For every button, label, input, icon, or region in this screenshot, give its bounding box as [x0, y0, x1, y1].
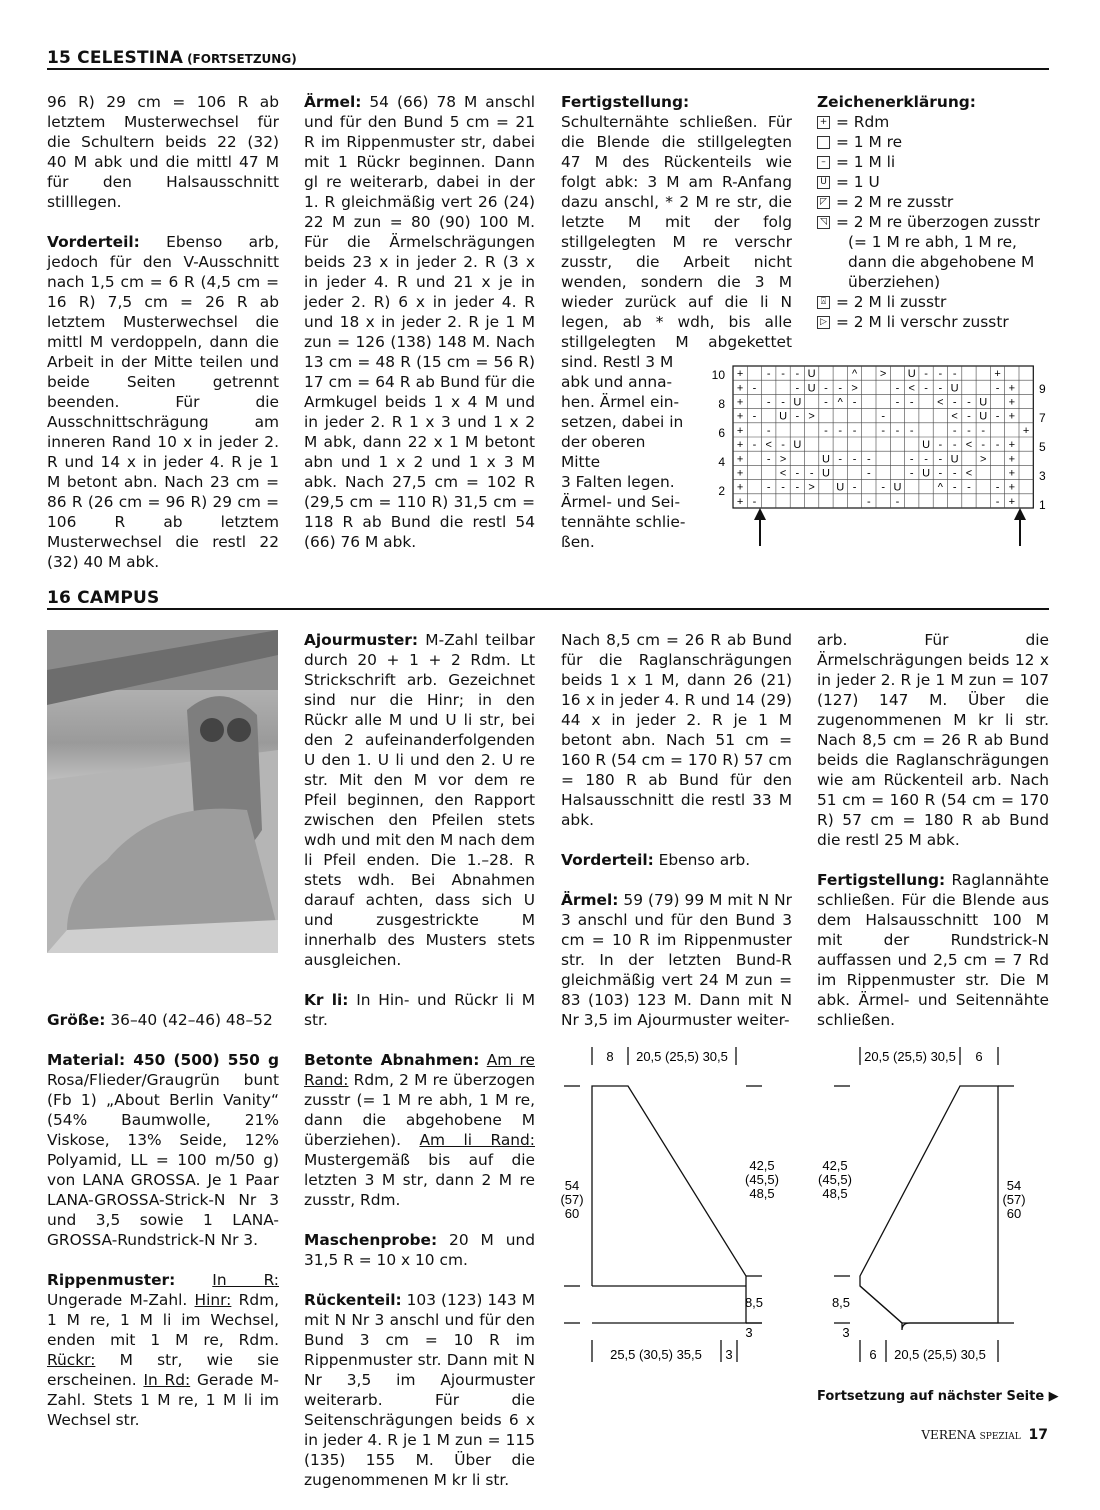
chart-stitch-symbol: -: [952, 396, 957, 409]
s15-narrow-line: ßen.: [561, 533, 595, 551]
dim-top-b: 20,5 (25,5) 30,5: [636, 1049, 728, 1064]
chart-stitch-symbol: U: [979, 396, 988, 409]
dim-side-right: (45,5): [745, 1172, 779, 1187]
chart-stitch-symbol: -: [895, 382, 900, 395]
chart-stitch-symbol: -: [752, 495, 757, 508]
chart-stitch-symbol: -: [852, 396, 857, 409]
legend-item-p2tog-tbl: [817, 312, 1057, 332]
legend-item-u: [817, 172, 1057, 192]
chart-stitch-symbol: +: [736, 424, 744, 437]
s16-krli-label: Kr li:: [304, 991, 349, 1009]
s15-fertig: [561, 92, 792, 372]
chart-stitch-symbol: U: [807, 382, 816, 395]
s16-rueck-text: 103 (123) 143 M mit N Nr 3 anschl und für den Bund 3 cm = 10 R im Rippenmuster str. Dann mit N Nr 3,5 im Ajourmuster weiterarb. Für die Seitenschrägungen beids 6 x in jeder 4. R je 1 M zun = 115 (135) 155 M. Über die zugenommenen M kr li str.: [304, 1291, 535, 1489]
s16-material-label: Material: 450 (500) 550 g: [47, 1051, 279, 1069]
chart-stitch-symbol: >: [808, 410, 815, 423]
s16-aermel-label: Ärmel:: [561, 891, 619, 909]
chart-stitch-symbol: -: [852, 424, 857, 437]
chart-stitch-symbol: <: [951, 410, 958, 423]
dim-side-left: 54: [564, 1178, 580, 1193]
s16-rippen-t1: Ungerade M-Zahl.: [47, 1291, 195, 1309]
s16-c3-p1: Nach 8,5 cm = 26 R ab Bund für die Raglanschrägungen beids 1 x 1 M, dann 26 (21) 16 x in jeder 4. R und 14 (29) 44 x in jeder 2. R je 1 M betont abn. Nach 51 cm = 160 R (54 cm = 170 R) 57 cm = 180 R ab Bund für den Halsausschnitt die restl 33 M abk.: [561, 631, 792, 829]
s15-narrow-line: 3 Falten legen.: [561, 473, 675, 491]
s16-rueck-label: Rückenteil:: [304, 1291, 402, 1309]
legend-title: Zeichenerklärung:: [817, 93, 976, 111]
chart-stitch-symbol: -: [909, 453, 914, 466]
chart-stitch-symbol: -: [952, 439, 957, 452]
s16-groesse-text: 36–40 (42–46) 48–52: [105, 1011, 273, 1029]
legend-item-p2tog: [817, 292, 1057, 312]
chart-stitch-symbol: -: [795, 481, 800, 494]
chart-stitch-symbol: -: [852, 481, 857, 494]
s15-narrow-line: hen. Ärmel ein-: [561, 393, 680, 411]
dim-top-b: 6: [975, 1049, 983, 1064]
chart-stitch-symbol: -: [852, 453, 857, 466]
s15-vorderteil: [47, 232, 279, 572]
chart-stitch-symbol: -: [895, 495, 900, 508]
k2tog-icon: ◸: [817, 196, 830, 209]
s16-rueck: [304, 1290, 535, 1490]
s16-betont-amli: Am li Rand:: [419, 1131, 535, 1149]
chart-stitch-symbol: <: [779, 467, 787, 480]
dim-low: 8,5: [831, 1295, 851, 1310]
page-footer: [921, 1427, 1048, 1443]
chart-stitch-symbol: -: [995, 410, 1000, 423]
chart-stitch-symbol: -: [909, 467, 914, 480]
schematic-body: [556, 1040, 796, 1375]
legend-text: = Rdm: [836, 113, 890, 131]
section-15-subtitle: (FORTSETZUNG): [187, 52, 297, 66]
dim-bottom-b: 20,5 (25,5) 30,5: [894, 1347, 986, 1362]
chart-stitch-symbol: +: [736, 495, 744, 508]
legend-item-k2tog: [817, 192, 1057, 212]
dim-side-right: 42,5: [749, 1158, 775, 1173]
s16-vorder-label: Vorderteil:: [561, 851, 654, 869]
row-label: 9: [1039, 382, 1046, 396]
chart-stitch-symbol: -: [781, 481, 785, 494]
legend-text: = 1 M re: [836, 133, 903, 151]
chart-stitch-symbol: -: [967, 424, 971, 437]
chart-stitch-symbol: -: [938, 368, 943, 381]
chart-stitch-symbol: -: [881, 481, 885, 494]
chart-stitch-symbol: -: [766, 396, 771, 409]
dim-bottom-b: 3: [725, 1347, 733, 1362]
s16-rippen-rueckr: Rückr:: [47, 1351, 96, 1369]
s15-aermel: [304, 92, 535, 552]
chart-stitch-symbol: ^: [937, 481, 943, 494]
chart-stitch-symbol: -: [766, 481, 771, 494]
chart-stitch-symbol: +: [736, 368, 744, 381]
chart-stitch-symbol: <: [765, 439, 772, 452]
row-label: 3: [1039, 469, 1046, 483]
chart-stitch-symbol: -: [938, 439, 943, 452]
chart-stitch-symbol: -: [766, 368, 771, 381]
s16-ajour: [304, 630, 535, 970]
chart-stitch-symbol: +: [1008, 467, 1016, 480]
chart-stitch-symbol: >: [879, 368, 887, 381]
chart-right-labels: [1039, 382, 1046, 512]
dim-side-left: 42,5: [822, 1158, 848, 1173]
dim-bottom-a: 25,5 (30,5) 35,5: [610, 1347, 702, 1362]
s16-c4-p1: arb. Für die Ärmelschrägungen beids 12 x in jeder 2. R je 1 M zun = 107 (127) 147 M. Über die zugenommenen M kr li str. Nach 8,5 cm = 26 R ab Bund beids die Raglanschrägungen wie am Rückenteil arb. Nach 51 cm = 160 R (54 cm = 170 R) 57 cm = 180 R ab Bund die restl 25 M abk.: [817, 631, 1049, 849]
s16-krli: [304, 990, 535, 1030]
section-15-title: 15 CELESTINA: [47, 48, 184, 68]
s16-rippen-hinr: Hinr:: [194, 1291, 232, 1309]
s16-krli-text: In Hin- und Rückr li M str.: [304, 991, 535, 1029]
chart-stitch-symbol: >: [779, 453, 787, 466]
chart-stitch-symbol: +: [1008, 410, 1016, 423]
chart-grid: [733, 366, 1033, 508]
chart-stitch-symbol: -: [995, 481, 1000, 494]
chart-stitch-symbol: U: [793, 396, 802, 409]
s16-groesse-label: Größe:: [47, 1011, 106, 1029]
s16-ajour-text: M-Zahl teilbar durch 20 + 1 + 2 Rdm. Lt Strickschrift arb. Gezeichnet sind nur die Hinr; in den Rückr alle M und U li str, bei den 2 aufeinanderfolgenden U den 1. U li und den 2. U re str. Mit den M vor dem re Pfeil beginnen, den Rapport zwischen den Pfeilen stets wdh und mit den M nach dem li Pfeil enden. Die 1.–28. R stets wdh. Bei Abnahmen darauf achten, dass sich U und zusgestrickte M innerhalb des Musters stets ausgleichen.: [304, 631, 535, 969]
chart-stitch-symbol: U: [793, 439, 802, 452]
sleeve-outline: [860, 1086, 998, 1330]
chart-stitch-symbol: <: [965, 439, 973, 452]
chart-stitch-symbol: U: [779, 410, 788, 423]
legend-text: = 2 M re überzogen zusstr: [836, 213, 1040, 231]
chart-stitch-symbol: +: [736, 467, 744, 480]
s15-legend: [817, 92, 1057, 332]
s15-column-2: [304, 92, 535, 572]
chart-stitch-symbol: -: [752, 410, 757, 423]
s15-vorderteil-text: Ebenso arb, jedoch für den V-Ausschnitt nach 1,5 cm = 6 R (4,5 cm = 16 R) 7,5 cm = 26 R ab letztem Musterwechsel die mittl M verdoppeln, dann die Arbeit in der Mitte teilen und beide Seiten getrennt beenden. Für die Ausschnittschrägung am inneren Rand 10 x in jeder 2. R und 14 x in jeder 4. R je 1 M betont abn. Nach 23 cm = 86 R (26 cm = 96 R) 29 cm = 106 R ab letztem Musterwechsel die restl 22 (32) 40 M abk.: [47, 233, 279, 571]
edge-stitch-icon: +: [817, 116, 830, 129]
chart-stitch-symbol: -: [967, 481, 971, 494]
chart-stitch-symbol: -: [867, 495, 871, 508]
s16-fertig: [817, 870, 1049, 1030]
chart-stitch-symbol: +: [736, 453, 744, 466]
row-label: 4: [718, 455, 725, 469]
repeat-arrow-left-icon: [754, 508, 766, 546]
s16-rippen-inr: In R:: [212, 1271, 279, 1289]
chart-stitch-symbol: -: [981, 439, 986, 452]
chart-stitch-symbol: -: [981, 424, 986, 437]
row-label: 2: [718, 484, 725, 498]
s16-maschen-text: 20 M und 31,5 R = 10 x 10 cm.: [304, 1231, 535, 1269]
dim-top-a: 20,5 (25,5) 30,5: [864, 1049, 956, 1064]
chart-stitch-symbol: U: [821, 453, 830, 466]
legend-text: = 1 M li: [836, 153, 896, 171]
legend-text: = 2 M li verschr zusstr: [836, 313, 1009, 331]
chart-stitch-symbol: -: [824, 382, 828, 395]
chart-stitch-symbol: +: [1008, 396, 1016, 409]
row-label: 10: [711, 368, 725, 382]
chart-stitch-symbol: U: [950, 382, 959, 395]
chart-stitch-symbol: -: [995, 495, 1000, 508]
dim-side-left: 60: [564, 1206, 580, 1221]
dim-side-right: 54: [1006, 1178, 1022, 1193]
chart-stitch-symbol: -: [952, 467, 957, 480]
row-label: 7: [1039, 411, 1046, 425]
chart-stitch-symbol: U: [821, 467, 830, 480]
dim-bund: 3: [745, 1325, 753, 1340]
s16-betont: [304, 1050, 535, 1210]
purl-stitch-icon: –: [817, 156, 830, 169]
chart-stitch-symbol: -: [809, 467, 814, 480]
legend-text: = 2 M re zusstr: [836, 193, 954, 211]
chart-stitch-symbol: -: [909, 396, 914, 409]
chart-stitch-symbol: -: [895, 424, 900, 437]
s15-fertig-label: Fertigstellung:: [561, 93, 690, 111]
legend-indent-line: dann die abgehobene M: [848, 253, 1035, 271]
s16-betont-amre: Am re Rand:: [304, 1051, 535, 1089]
s15-vorderteil-label: Vorderteil:: [47, 233, 140, 251]
schematic-sleeve: [810, 1040, 1050, 1375]
chart-stitch-symbol: -: [781, 368, 785, 381]
body-outline: [592, 1086, 746, 1323]
section-16-header: [47, 588, 1049, 610]
chart-stitch-symbol: +: [736, 481, 744, 494]
knitting-chart: [705, 362, 1065, 552]
p2tog-tbl-icon: ▷: [817, 316, 830, 329]
s16-material-text: Rosa/Flieder/Graugrün bunt (Fb 1) „About Berlin Vanity“ (54% Baumwolle, 21% Viskose, 13% Seide, 12% Polyamid, LL = 100 m/50 g) von LANA GROSSA. Je 1 Paar LANA-GROSSA-Strick-N Nr 3 und 3,5 sowie 1 LANA-GROSSA-Rundstrick-N Nr 3.: [47, 1071, 279, 1249]
brand-sub: SPEZIAL: [979, 1432, 1021, 1442]
s16-rippen-label: Rippenmuster:: [47, 1271, 176, 1289]
chart-stitch-symbol: +: [1008, 481, 1016, 494]
chart-stitch-symbol: -: [909, 424, 914, 437]
s16-column-1: [47, 1010, 279, 1450]
chart-stitch-symbol: -: [881, 410, 885, 423]
chart-stitch-symbol: -: [752, 382, 757, 395]
s15-fertig-text: Schulternähte schließen. Für die Blende die stillgelegten 47 M des Rückenteils wie folgt abk: 3 M am R-Anfang dazu anschl, * 2 M re str, die letzte M mit der folg stillgelegten M re verschr zusstr, die Arbeit nicht wenden, sondern die 3 M wieder zurück auf die li N legen, ab * wdh, bis alle stillgelegten M abgekettet sind. Restl 3 M: [561, 113, 792, 371]
dim-side-right: (57): [1002, 1192, 1026, 1207]
chart-stitch-symbol: -: [938, 453, 943, 466]
dim-low: 8,5: [744, 1295, 764, 1310]
chart-stitch-symbol: -: [952, 424, 957, 437]
chart-stitch-symbol: -: [766, 424, 771, 437]
legend-item-li: [817, 152, 1057, 172]
s16-vorder: [561, 850, 792, 870]
dim-side-left: (57): [560, 1192, 584, 1207]
chart-stitch-symbol: -: [867, 467, 871, 480]
chart-stitch-symbol: U: [807, 368, 816, 381]
continued-next-page-link[interactable]: Fortsetzung auf nächster Seite ▶: [817, 1389, 1059, 1404]
yarn-over-icon: U: [817, 176, 830, 189]
s16-column-3: [561, 630, 792, 1050]
legend-indent-line: (= 1 M re abh, 1 M re,: [848, 233, 1017, 251]
dim-side-left: (45,5): [818, 1172, 852, 1187]
chart-stitch-symbol: -: [995, 382, 1000, 395]
legend-item-skp: [817, 212, 1057, 232]
chart-stitch-symbol: -: [781, 439, 785, 452]
s16-groesse: [47, 1010, 279, 1030]
s16-column-4: [817, 630, 1049, 1050]
chart-left-labels: [712, 368, 726, 498]
photo-illustration: [47, 630, 278, 953]
chart-stitch-symbol: +: [736, 439, 744, 452]
chart-stitch-symbol: -: [795, 467, 800, 480]
brand-name: VERENA: [921, 1428, 976, 1442]
chart-stitch-symbol: -: [781, 396, 785, 409]
chart-stitch-symbol: -: [838, 382, 843, 395]
chart-stitch-symbol: +: [1008, 439, 1016, 452]
chart-stitch-symbol: U: [922, 467, 931, 480]
s16-rippen: [47, 1270, 279, 1430]
chart-stitch-symbol: -: [867, 453, 871, 466]
s15-narrow-line: tennähte schlie-: [561, 513, 686, 531]
s16-fertig-label: Fertigstellung:: [817, 871, 946, 889]
s16-ajour-label: Ajourmuster:: [304, 631, 419, 649]
s16-material: [47, 1050, 279, 1250]
s15-narrow-line: abk und anna-: [561, 373, 673, 391]
chart-stitch-symbol: -: [952, 481, 957, 494]
chart-stitch-symbol: ^: [851, 368, 858, 381]
chart-stitch-symbol: +: [994, 368, 1001, 381]
s15-narrow-line: setzen, dabei in: [561, 413, 684, 431]
s16-maschen: [304, 1230, 535, 1270]
s16-betont-label: Betonte Abnahmen:: [304, 1051, 480, 1069]
chart-stitch-symbol: +: [736, 410, 744, 423]
chart-stitch-symbol: <: [908, 382, 915, 395]
chart-stitch-symbol: >: [980, 453, 987, 466]
row-label: 1: [1039, 498, 1046, 512]
dim-side-right: 48,5: [749, 1186, 775, 1201]
chart-stitch-symbol: -: [967, 410, 971, 423]
chart-stitch-symbol: -: [795, 368, 800, 381]
repeat-arrow-right-icon: [1014, 508, 1026, 546]
model-photo: [47, 630, 278, 953]
chart-stitch-symbol: -: [924, 453, 928, 466]
dim-side-right: 60: [1006, 1206, 1022, 1221]
s16-aermel: [561, 890, 792, 1030]
chart-stitch-symbol: >: [808, 481, 815, 494]
s16-rippen-t2: Rdm, 1 M re, 1 M li im Wechsel, enden mit 1 M re, Rdm.: [47, 1291, 279, 1349]
chart-stitch-symbol: U: [979, 410, 988, 423]
chart-stitch-symbol: +: [736, 396, 744, 409]
s16-column-2: [304, 630, 535, 1510]
p2tog-icon: ⍓: [817, 296, 830, 309]
chart-stitch-symbol: -: [838, 453, 843, 466]
chart-stitch-symbol: -: [995, 439, 1000, 452]
chart-stitch-symbol: U: [836, 481, 845, 494]
s16-rippen-inrd: In Rd:: [143, 1371, 191, 1389]
chart-stitch-symbol: -: [795, 410, 800, 423]
chart-stitch-symbol: >: [851, 382, 858, 395]
chart-stitch-symbol: U: [922, 439, 931, 452]
s15-aermel-label: Ärmel:: [304, 93, 362, 111]
chart-stitch-symbol: <: [937, 396, 944, 409]
s16-betont-t1: Rdm, 2 M re überzogen zusstr (= 1 M re abh, 1 M re, dann die abgehobene M überziehen).: [304, 1071, 535, 1149]
knit-stitch-icon: [817, 136, 830, 149]
chart-stitch-symbol: -: [895, 396, 900, 409]
section-15-header: [47, 48, 1049, 70]
chart-stitch-symbol: -: [795, 382, 800, 395]
row-label: 5: [1039, 440, 1046, 454]
s16-vorder-text: Ebenso arb.: [653, 851, 751, 869]
chart-stitch-symbol: -: [924, 382, 928, 395]
dim-side-left: 48,5: [822, 1186, 848, 1201]
chart-stitch-symbol: -: [766, 453, 771, 466]
s16-betont-t2: Mustergemäß bis auf die letzten 3 M str, dann 2 M re zusstr, Rdm.: [304, 1151, 535, 1209]
chart-stitch-symbol: +: [1008, 382, 1016, 395]
legend-item-re: [817, 132, 1057, 152]
s15-column-1: [47, 92, 279, 592]
chart-stitch-symbol: -: [924, 368, 928, 381]
chart-stitch-symbol: -: [938, 467, 943, 480]
s16-maschen-label: Maschenprobe:: [304, 1231, 438, 1249]
chart-stitch-symbol: ^: [837, 396, 843, 409]
s16-aermel-text: 59 (79) 99 M mit N Nr 3 anschl und für den Bund 3 cm = 10 R im Rippenmuster str. In der letzten Bund-R gleichmäßig vert 24 M zun = 83 (103) 123 M. Dann mit N Nr 3,5 im Ajourmuster weiter-: [561, 891, 792, 1029]
chart-stitch-symbol: -: [824, 396, 828, 409]
chart-stitch-symbol: <: [965, 467, 973, 480]
chart-stitch-symbol: +: [1022, 424, 1030, 437]
s16-fertig-text: Raglannähte schließen. Für die Blende aus dem Halsausschnitt 100 M mit der Rundstrick-N auffassen und 2,5 cm = 7 Rd im Rippenmuster str. Die M abk. Ärmel- und Seitennähte schließen.: [817, 871, 1049, 1029]
chart-stitch-symbol: -: [838, 424, 843, 437]
s15-c1-p1: 96 R) 29 cm = 106 R ab letztem Musterwechsel für die Schultern beids 22 (32) 40 M abk und die mittl 47 M für den Halsausschnitt stilllegen.: [47, 93, 279, 211]
dim-bottom-a: 6: [869, 1347, 877, 1362]
chart-stitch-symbol: -: [824, 424, 828, 437]
legend-item-rdm: [817, 112, 1057, 132]
chart-stitch-symbol: +: [1008, 495, 1016, 508]
dim-top-a: 8: [606, 1049, 614, 1064]
row-label: 8: [718, 397, 725, 411]
chart-stitch-symbol: -: [881, 424, 885, 437]
chart-stitch-symbol: -: [967, 396, 971, 409]
legend-text: = 2 M li zusstr: [836, 293, 947, 311]
legend-indent-line: überziehen): [848, 273, 941, 291]
chart-stitch-symbol: -: [952, 368, 957, 381]
s15-narrow-line: der oberen Mitte: [561, 433, 646, 471]
chart-stitch-symbol: -: [752, 439, 757, 452]
legend-text: = 1 U: [836, 173, 880, 191]
chart-stitch-symbol: U: [950, 453, 959, 466]
section-16-title: 16 CAMPUS: [47, 588, 160, 608]
dim-bund: 3: [842, 1325, 850, 1340]
chart-stitch-symbol: +: [736, 382, 744, 395]
s16-rippen-t3: M str, wie sie erscheinen.: [47, 1351, 279, 1389]
s15-fertig-narrow: [561, 372, 687, 552]
page-number: 17: [1028, 1427, 1048, 1443]
chart-stitch-symbol: U: [907, 368, 916, 381]
skp-icon: ◹: [817, 216, 830, 229]
s15-narrow-line: Ärmel- und Sei-: [561, 493, 681, 511]
row-label: 6: [718, 426, 725, 440]
chart-stitch-symbol: U: [893, 481, 902, 494]
chart-stitch-symbol: -: [938, 382, 943, 395]
s15-aermel-text: 54 (66) 78 M anschl und für den Bund 5 cm = 21 R im Rippenmuster str, dabei mit 1 Rückr beginnen. Dann gl re weiterarb, dabei in der 1. R gleichmäßig vert 26 (24) 22 M zun = 80 (90) 100 M. Für die Ärmelschrägungen beids 23 x in jeder 2. R (3 x in jeder 4. R und 21 x je in jeder 2. R) 6 x in jeder 4. R und 18 x in jeder 2. R je 1 M zun = 126 (138) 148 M. Nach 13 cm = 48 R (15 cm = 56 R) 17 cm = 64 R ab Bund für die Armkugel beids 1 x 4 M und in jeder 2. R 1 x 3 und 1 x 2 M abk, dann 22 x 1 M betont abn und 1 x 2 und 1 x 3 M abk. Nach 27,5 cm = 102 R (29,5 cm = 110 R) 31,5 cm = 118 R ab Bund die restl 54 (66) 76 M abk.: [304, 93, 535, 551]
chart-stitch-symbol: +: [1008, 453, 1016, 466]
s16-rippen-t4: Gerade M-Zahl. Stets 1 M re, 1 M li im Wechsel str.: [47, 1371, 279, 1429]
